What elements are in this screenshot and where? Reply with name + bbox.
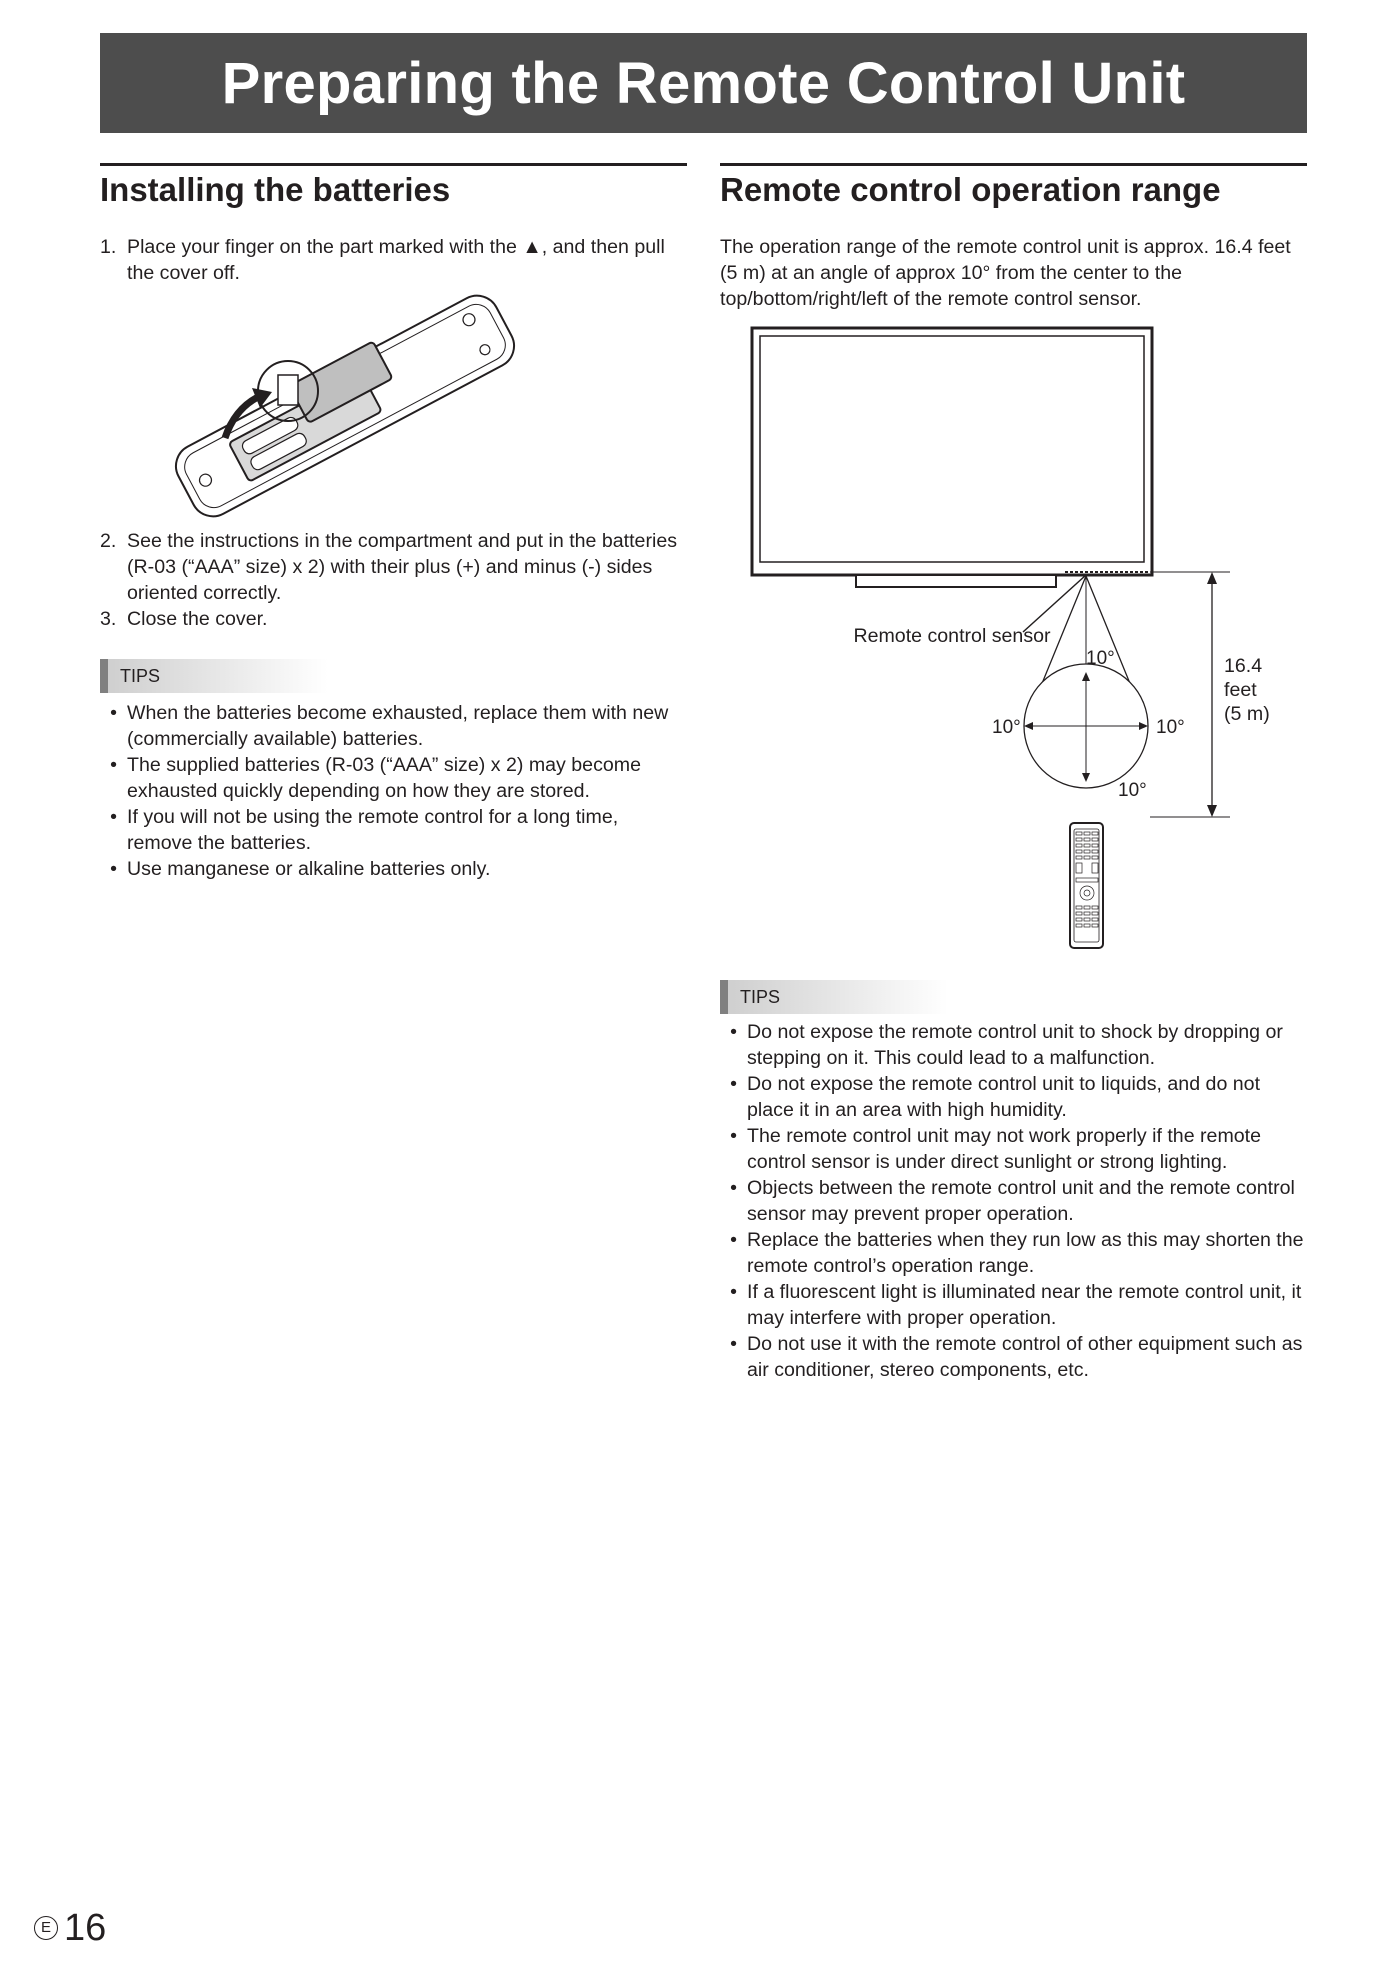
- distance-metric: (5 m): [1224, 703, 1270, 725]
- tip-item: • The remote control unit may not work properly if the remote control sensor is under direct sunlight or strong lighting.: [720, 1123, 1307, 1175]
- tip-item: • Do not expose the remote control unit to liquids, and do not place it in an area with high humidity.: [720, 1071, 1307, 1123]
- sensor-label: Remote control sensor: [853, 625, 1051, 647]
- tip-item: • If a fluorescent light is illuminated near the remote control unit, it may interfere with proper operation.: [720, 1279, 1307, 1331]
- step-1: [100, 234, 687, 286]
- step-number: 2.: [100, 530, 117, 552]
- tip-text: Do not expose the remote control unit to liquids, and do not place it in an area with high humidity.: [747, 1073, 1261, 1121]
- step-number: 3.: [100, 608, 117, 630]
- step-2: [100, 528, 687, 606]
- language-mark: E: [34, 1916, 58, 1940]
- tip-item: • Do not use it with the remote control of other equipment such as air conditioner, stereo components, etc.: [720, 1331, 1307, 1383]
- monitor-outline: [752, 328, 1152, 575]
- tips-list: [720, 1019, 1307, 1383]
- tip-text: If a fluorescent light is illuminated near the remote control unit, it may interfere with proper operation.: [747, 1281, 1302, 1329]
- tip-text: Objects between the remote control unit and the remote control sensor may prevent proper operation.: [747, 1177, 1295, 1225]
- step-3: [100, 606, 687, 632]
- angle-bottom-label: 10°: [1118, 780, 1147, 801]
- tip-item: • The supplied batteries (R-03 (“AAA” size) x 2) may become exhausted quickly depending on how they are stored.: [100, 752, 687, 804]
- tip-text: Use manganese or alkaline batteries only.: [127, 858, 491, 880]
- angle-right-label: 10°: [1156, 717, 1185, 738]
- page-footer: [34, 1908, 106, 1948]
- tip-text: If you will not be using the remote control for a long time, remove the batteries.: [127, 806, 619, 854]
- tip-item: • If you will not be using the remote control for a long time, remove the batteries.: [100, 804, 687, 856]
- page-number: 16: [64, 1907, 107, 1949]
- operation-range-description: The operation range of the remote control unit is approx. 16.4 feet (5 m) at an angle of approx 10° from the center to the top/bottom/right/left of the remote control sensor.: [720, 236, 1291, 310]
- tip-text: When the batteries become exhausted, replace them with new (commercially available) batteries.: [127, 702, 669, 750]
- tip-text: Do not expose the remote control unit to shock by dropping or stepping on it. This could lead to a malfunction.: [747, 1021, 1283, 1069]
- operation-range-diagram: [720, 320, 1307, 950]
- tip-item: • Use manganese or alkaline batteries only.: [110, 858, 491, 880]
- tip-item: • Replace the batteries when they run low as this may shorten the remote control’s operation range.: [720, 1227, 1307, 1279]
- tip-text: The supplied batteries (R-03 (“AAA” size) x 2) may become exhausted quickly depending on how they are stored.: [127, 754, 641, 802]
- angle-left-label: 10°: [992, 717, 1021, 738]
- step-text: Place your finger on the part marked with the ▲, and then pull the cover off.: [127, 236, 665, 284]
- tip-text: Replace the batteries when they run low as this may shorten the remote control’s operation range.: [747, 1229, 1304, 1277]
- left-column: [100, 163, 687, 882]
- angle-top-label: 10°: [1086, 648, 1115, 669]
- tip-item: • Do not expose the remote control unit to shock by dropping or stepping on it. This could lead to a malfunction.: [720, 1019, 1307, 1071]
- page-title: Preparing the Remote Control Unit: [100, 33, 1307, 133]
- tips-list: [100, 700, 687, 882]
- section-title-operation-range: Remote control operation range: [720, 163, 1307, 212]
- step-number: 1.: [100, 236, 117, 258]
- remote-control-icon: [1070, 823, 1103, 948]
- tips-label: TIPS: [720, 980, 948, 1014]
- tip-text: The remote control unit may not work properly if the remote control sensor is under direct sunlight or strong lighting.: [747, 1125, 1262, 1173]
- monitor-stand: [856, 575, 1056, 587]
- step-text: Close the cover.: [127, 608, 268, 630]
- tip-item: • When the batteries become exhausted, replace them with new (commercially available) batteries.: [100, 700, 687, 752]
- distance-unit: feet: [1224, 679, 1257, 701]
- tips-label: TIPS: [100, 659, 328, 693]
- tip-item: • Objects between the remote control unit and the remote control sensor may prevent proper operation.: [720, 1175, 1307, 1227]
- step-text: See the instructions in the compartment and put in the batteries (R-03 (“AAA” size) x 2) with their plus (+) and minus (-) sides oriented correctly.: [127, 530, 678, 604]
- remote-battery-cover-illustration: [100, 288, 687, 528]
- tip-text: Do not use it with the remote control of other equipment such as air conditioner, stereo components, etc.: [747, 1333, 1303, 1381]
- right-column: [720, 163, 1307, 1383]
- section-title-installing-batteries: Installing the batteries: [100, 163, 687, 212]
- distance-value: 16.4: [1224, 655, 1263, 677]
